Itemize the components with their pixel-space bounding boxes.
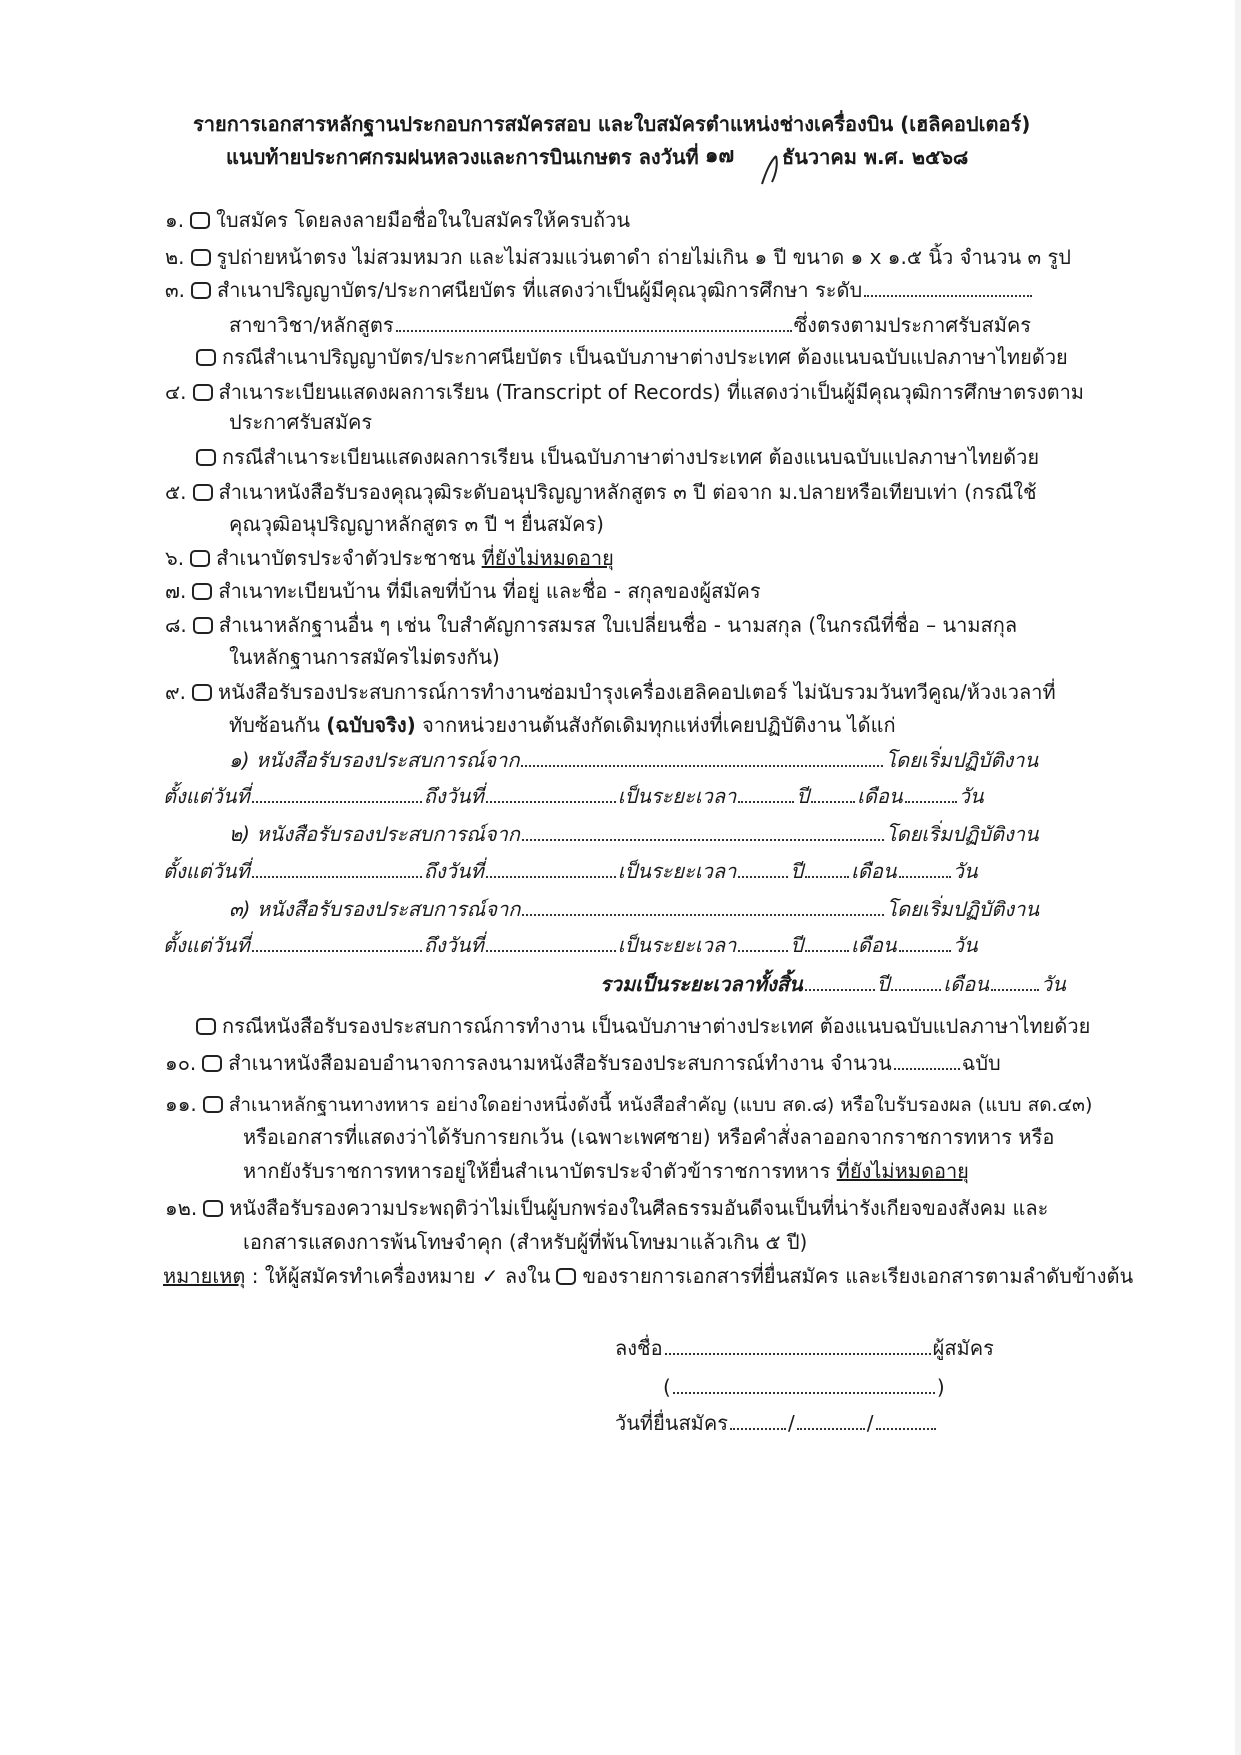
name-line	[663, 1373, 945, 1401]
fill-line-cert-2-days[interactable]	[899, 858, 951, 878]
checkbox-5[interactable]	[193, 484, 213, 501]
note-line	[163, 1262, 1133, 1290]
checkbox-8[interactable]	[193, 617, 213, 634]
day-label: วัน	[952, 933, 978, 957]
cert-1-line	[229, 746, 1038, 774]
fill-line-degree-level[interactable]	[864, 277, 1032, 297]
month-label: เดือน	[851, 859, 897, 883]
item-text: สาขาวิชา/หลักสูตร	[229, 313, 394, 337]
item-text-underlined: ที่ยังไม่หมดอายุ	[481, 546, 614, 570]
fill-line-total-years[interactable]	[805, 971, 875, 991]
fill-line-major[interactable]	[396, 312, 792, 332]
fill-line-date-day[interactable]	[730, 1410, 786, 1430]
fill-line-cert-2-years[interactable]	[738, 858, 788, 878]
item-11	[165, 1090, 1092, 1119]
item-8-line-2: ในหลักฐานการสมัครไม่ตรงกัน)	[229, 645, 500, 669]
item-5-line-2: คุณวุฒิอนุปริญญาหลักสูตร ๓ ปี ฯ ยื่นสมัคร)	[229, 512, 604, 536]
checkbox-10[interactable]	[202, 1055, 222, 1072]
item-number: ๔.	[165, 380, 187, 404]
fill-line-cert-3-years[interactable]	[738, 932, 788, 952]
cert-1-dates	[163, 782, 984, 810]
cert-start-label: โดยเริ่มปฏิบัติงาน	[885, 822, 1039, 846]
item-11-line-3	[243, 1157, 969, 1185]
item-10	[165, 1049, 1001, 1077]
checkmark-icon: ✓	[481, 1264, 499, 1288]
checkbox-12[interactable]	[203, 1200, 223, 1217]
item-text: สำเนาหลักฐานอื่น ๆ เช่น ใบสำคัญการสมรส ใบเปลี่ยนชื่อ - นามสกุล (ในกรณีที่ชื่อ – นามสกุล	[218, 613, 1018, 637]
fill-line-cert-1-org[interactable]	[521, 747, 883, 767]
item-text: สำเนาหลักฐานทางทหาร อย่างใดอย่างหนึ่งดังนี้ หนังสือสำคัญ (แบบ สด.๘) หรือใบรับรองผล (แบบ สด.๔๓)	[228, 1094, 1093, 1116]
cert-label: ๑) หนังสือรับรองประสบการณ์จาก	[229, 748, 520, 772]
item-3-line-2	[229, 311, 1031, 339]
month-label: เดือน	[857, 784, 903, 808]
fill-line-cert-1-days[interactable]	[905, 783, 957, 803]
item-4	[165, 378, 1084, 406]
item-text: หากยังรับราชการทหารอยู่ให้ยื่นสำเนาบัตรประจำตัวข้าราชการทหาร	[243, 1159, 831, 1183]
item-number: ๙.	[165, 680, 187, 704]
from-label: ตั้งแต่วันที่	[163, 784, 250, 808]
item-text: กรณีหนังสือรับรองประสบการณ์การทำงาน เป็นฉบับภาษาต่างประเทศ ต้องแนบฉบับแปลภาษาไทยด้วย	[222, 1014, 1091, 1038]
checkbox-9[interactable]	[192, 684, 212, 701]
date-separator: /	[788, 1411, 795, 1435]
to-label: ถึงวันที่	[423, 784, 484, 808]
fill-line-cert-1-from[interactable]	[252, 783, 422, 803]
checkbox-6[interactable]	[190, 550, 210, 567]
item-11-line-2: หรือเอกสารที่แสดงว่าได้รับการยกเว้น (เฉพาะเพศชาย) หรือคำสั่งลาออกจากราชการทหาร หรือ	[243, 1125, 1055, 1149]
date-line	[615, 1409, 938, 1437]
item-number: ๓.	[165, 278, 186, 302]
item-9-line-2	[229, 711, 896, 739]
fill-line-cert-2-months[interactable]	[805, 858, 849, 878]
header-month-year: ธันวาคม พ.ศ. ๒๕๖๘	[782, 145, 969, 169]
item-text: กรณีสำเนาระเบียนแสดงผลการเรียน เป็นฉบับภาษาต่างประเทศ ต้องแนบฉบับแปลภาษาไทยด้วย	[222, 445, 1040, 469]
cert-2-dates	[163, 857, 978, 885]
item-number: ๑๑.	[165, 1092, 197, 1116]
header-subtitle	[226, 143, 699, 171]
paren: (	[663, 1375, 671, 1399]
item-text: ทับซ้อนกัน	[229, 713, 320, 737]
header-subtitle-prefix: แนบท้ายประกาศกรมฝนหลวงและการบินเกษตร ลงวันที่	[226, 145, 699, 169]
fill-line-cert-1-years[interactable]	[738, 783, 794, 803]
header-day: ๑๗	[705, 143, 735, 167]
to-label: ถึงวันที่	[423, 933, 484, 957]
signature-line	[615, 1334, 994, 1362]
fill-line-cert-3-from[interactable]	[252, 932, 422, 952]
scan-edge	[1235, 0, 1241, 1755]
item-12	[165, 1194, 1048, 1222]
day-label: วัน	[958, 784, 984, 808]
item-text-underlined: ที่ยังไม่หมดอายุ	[836, 1159, 969, 1183]
item-1	[165, 206, 630, 234]
month-label: เดือน	[851, 933, 897, 957]
checkbox-9-translation[interactable]	[196, 1018, 216, 1035]
date-label: วันที่ยื่นสมัคร	[615, 1411, 728, 1435]
header-title: รายการเอกสารหลักฐานประกอบการสมัครสอบ และใบสมัครตำแหน่งช่างเครื่องบิน (เฮลิคอปเตอร์)	[193, 112, 1031, 136]
item-text: ฉบับ	[961, 1051, 1001, 1075]
item-text: สำเนาหนังสือรับรองคุณวุฒิระดับอนุปริญญาหลักสูตร ๓ ปี ต่อจาก ม.ปลายหรือเทียบเท่า (กรณีใช้	[218, 480, 1037, 504]
fill-line-cert-1-months[interactable]	[811, 783, 855, 803]
item-number: ๖.	[165, 546, 185, 570]
from-label: ตั้งแต่วันที่	[163, 859, 250, 883]
checkbox-example-icon	[556, 1268, 576, 1285]
checkbox-1[interactable]	[190, 212, 210, 229]
item-text: หนังสือรับรองความประพฤติว่าไม่เป็นผู้บกพร่องในศีลธรรมอันดีจนเป็นที่น่ารังเกียจของสังคม และ	[229, 1196, 1049, 1220]
item-text: ใบสมัคร โดยลงลายมือชื่อในใบสมัครให้ครบถ้วน	[216, 208, 631, 232]
item-number: ๒.	[165, 245, 185, 269]
year-label: ปี	[796, 784, 810, 808]
item-text: สำเนาหนังสือมอบอำนาจการลงนามหนังสือรับรองประสบการณ์ทำงาน จำนวน	[228, 1051, 892, 1075]
checkbox-2[interactable]	[191, 249, 211, 266]
note-label: หมายเหตุ	[163, 1264, 246, 1288]
day-label: วัน	[952, 859, 978, 883]
item-5	[165, 478, 1037, 506]
paren: )	[936, 1375, 945, 1399]
item-2	[165, 243, 1071, 271]
item-text: รูปถ่ายหน้าตรง ไม่สวมหมวก และไม่สวมแว่นตาดำ ถ่ายไม่เกิน ๑ ปี ขนาด ๑ x ๑.๕ นิ้ว จำนวน ๓ รูป	[216, 245, 1071, 269]
fill-line-name[interactable]	[673, 1374, 935, 1394]
item-number: ๘.	[165, 613, 187, 637]
sign-label: ลงชื่อ	[615, 1336, 663, 1360]
fill-line-date-year[interactable]	[876, 1410, 936, 1430]
year-label: ปี	[790, 859, 804, 883]
checkbox-3[interactable]	[191, 282, 211, 299]
checkbox-3-translation[interactable]	[196, 349, 216, 366]
month-label: เดือน	[943, 972, 989, 996]
cert-3-line	[229, 895, 1039, 923]
cert-label: ๒) หนังสือรับรองประสบการณ์จาก	[229, 822, 520, 846]
item-number: ๑.	[165, 208, 185, 232]
fill-line-total-days[interactable]	[991, 971, 1039, 991]
item-number: ๗.	[165, 579, 187, 603]
date-separator: /	[866, 1411, 874, 1435]
item-number: ๑๐.	[165, 1051, 197, 1075]
item-number: ๑๒.	[165, 1196, 198, 1220]
year-label: ปี	[790, 933, 804, 957]
handwritten-mark-icon	[756, 152, 786, 188]
item-number: ๕.	[165, 480, 187, 504]
item-12-line-2: เอกสารแสดงการพ้นโทษจำคุก (สำหรับผู้ที่พ้นโทษมาแล้วเกิน ๕ ปี)	[243, 1230, 808, 1254]
item-3-sub	[190, 343, 1068, 371]
item-text: กรณีสำเนาปริญญาบัตร/ประกาศนียบัตร เป็นฉบับภาษาต่างประเทศ ต้องแนบฉบับแปลภาษาไทยด้วย	[222, 345, 1068, 369]
note-text: ของรายการเอกสารที่ยื่นสมัคร และเรียงเอกสารตามลำดับข้างต้น	[582, 1264, 1134, 1288]
fill-line-total-months[interactable]	[891, 971, 941, 991]
item-text: หนังสือรับรองประสบการณ์การทำงานซ่อมบำรุงเครื่องเฮลิคอปเตอร์ ไม่นับรวมวันทวีคูณ/ห้วงเวลาที่	[218, 680, 1056, 704]
cert-start-label: โดยเริ่มปฏิบัติงาน	[886, 897, 1040, 921]
total-label: รวมเป็นระยะเวลาทั้งสิ้น	[600, 972, 803, 996]
item-4-sub	[190, 443, 1039, 471]
note-text: ลงใน	[504, 1264, 551, 1288]
item-4-line-2: ประกาศรับสมัคร	[229, 410, 373, 434]
item-3	[165, 276, 1034, 304]
item-6	[165, 544, 614, 572]
checkbox-11[interactable]	[203, 1096, 223, 1113]
checkbox-4-translation[interactable]	[196, 449, 216, 466]
fill-line-cert-2-to[interactable]	[486, 858, 616, 878]
fill-line-cert-1-to[interactable]	[486, 783, 616, 803]
item-text: สำเนาระเบียนแสดงผลการเรียน (Transcript of Records) ที่แสดงว่าเป็นผู้มีคุณวุฒิการศึกษาตรงตาม	[218, 380, 1084, 404]
fill-line-cert-3-months[interactable]	[805, 932, 849, 952]
to-label: ถึงวันที่	[423, 859, 484, 883]
total-period-line	[600, 970, 1066, 998]
period-label: เป็นระยะเวลา	[617, 859, 737, 883]
item-text: สำเนาปริญญาบัตร/ประกาศนียบัตร ที่แสดงว่าเป็นผู้มีคุณวุฒิการศึกษา ระดับ	[217, 278, 863, 302]
fill-line-cert-2-from[interactable]	[252, 858, 422, 878]
cert-start-label: โดยเริ่มปฏิบัติงาน	[885, 748, 1039, 772]
cert-3-dates	[163, 931, 978, 959]
item-text: ซึ่งตรงตามประกาศรับสมัคร	[793, 313, 1032, 337]
item-text: สำเนาทะเบียนบ้าน ที่มีเลขที่บ้าน ที่อยู่ และชื่อ - สกุลของผู้สมัคร	[218, 579, 761, 603]
applicant-label: ผู้สมัคร	[932, 1336, 994, 1360]
fill-line-date-month[interactable]	[797, 1410, 865, 1430]
year-label: ปี	[876, 972, 890, 996]
cert-label: ๓) หนังสือรับรองประสบการณ์จาก	[229, 897, 521, 921]
day-label: วัน	[1040, 972, 1066, 996]
item-9	[165, 678, 1056, 706]
checkbox-4[interactable]	[193, 384, 213, 401]
fill-line-cert-3-to[interactable]	[486, 932, 616, 952]
period-label: เป็นระยะเวลา	[617, 784, 737, 808]
from-label: ตั้งแต่วันที่	[163, 933, 250, 957]
item-text: จากหน่วยงานต้นสังกัดเดิมทุกแห่งที่เคยปฏิบัติงาน ได้แก่	[422, 713, 896, 737]
fill-line-copies[interactable]	[894, 1050, 960, 1070]
checkbox-7[interactable]	[192, 583, 212, 600]
period-label: เป็นระยะเวลา	[617, 933, 737, 957]
item-9-sub	[190, 1012, 1090, 1040]
note-text: : ให้ผู้สมัครทำเครื่องหมาย	[251, 1264, 476, 1288]
item-8	[165, 611, 1017, 639]
item-7	[165, 577, 761, 605]
fill-line-signature[interactable]	[665, 1335, 931, 1355]
fill-line-cert-2-org[interactable]	[522, 821, 884, 841]
fill-line-cert-3-org[interactable]	[522, 896, 884, 916]
item-text-bold: (ฉบับจริง)	[326, 713, 416, 737]
cert-2-line	[229, 820, 1039, 848]
fill-line-cert-3-days[interactable]	[899, 932, 951, 952]
item-text: สำเนาบัตรประจำตัวประชาชน	[216, 546, 476, 570]
